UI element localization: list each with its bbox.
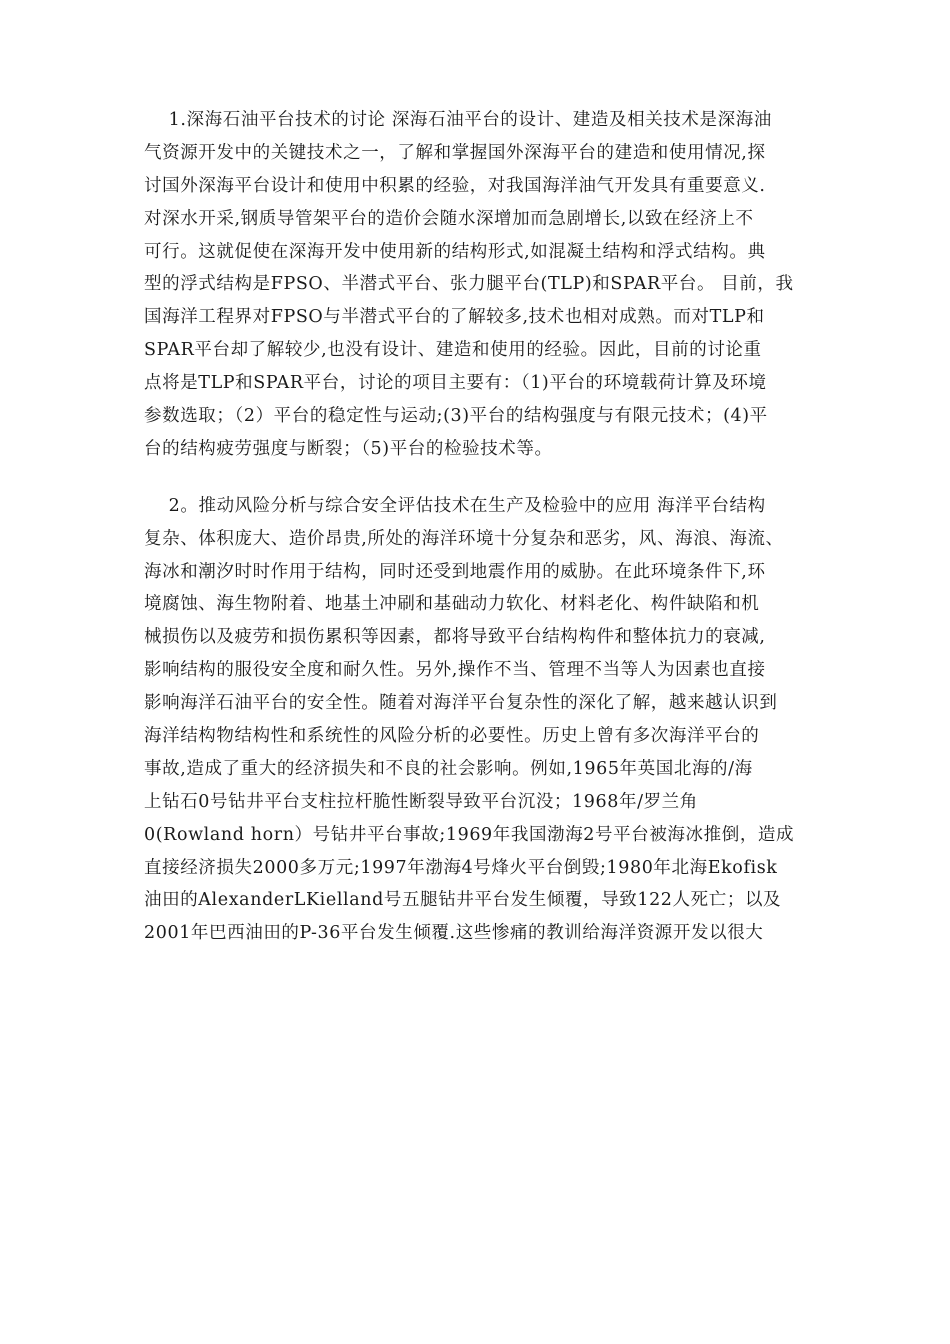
text-line: 点将是TLP和SPAR平台，讨论的项目主要有：（1)平台的环境载荷计算及环境	[144, 373, 767, 394]
text-line: 可行。这就促使在深海开发中使用新的结构形式,如混凝土结构和浮式结构。典	[144, 241, 766, 262]
document-body	[144, 104, 814, 950]
text-line: 参数选取；（2）平台的稳定性与运动;(3)平台的结构强度与有限元技术；(4)平	[144, 406, 768, 427]
paragraph-2	[144, 490, 814, 950]
text-line: 事故,造成了重大的经济损失和不良的社会影响。例如,1965年英国北海的/海	[144, 758, 753, 779]
text-line: 1.深海石油平台技术的讨论 深海石油平台的设计、建造及相关技术是深海油	[144, 110, 772, 130]
paragraph-1	[144, 104, 814, 466]
text-line: SPAR平台却了解较少,也没有设计、建造和使用的经验。因此，目前的讨论重	[144, 340, 762, 361]
text-line: 上钻石0号钻井平台支柱拉杆脆性断裂导致平台沉没；1968年/罗兰角	[144, 791, 698, 812]
paragraph-spacer	[144, 466, 814, 490]
text-line: 2。推动风险分析与综合安全评估技术在生产及检验中的应用 海洋平台结构	[144, 495, 766, 516]
text-line: 复杂、体积庞大、造价昂贵,所处的海洋环境十分复杂和恶劣，风、海浪、海流、	[144, 528, 784, 549]
text-line: 讨国外深海平台设计和使用中积累的经验，对我国海洋油气开发具有重要意义.	[144, 175, 766, 196]
text-line: 械损伤以及疲劳和损伤累积等因素，都将导致平台结构构件和整体抗力的衰减,	[144, 627, 766, 648]
text-line: 0(Rowland horn）号钻井平台事故;1969年我国渤海2号平台被海冰推倒，造成	[144, 824, 795, 845]
text-line: 对深水开采,钢质导管架平台的造价会随水深增加而急剧增长,以致在经济上不	[144, 208, 754, 229]
text-line: 影响海洋石油平台的安全性。随着对海洋平台复杂性的深化了解，越来越认识到	[144, 693, 778, 714]
text-line: 型的浮式结构是FPSO、半潜式平台、张力腿平台(TLP)和SPAR平台。 目前，我	[144, 274, 794, 295]
text-line: 2001年巴西油田的P-36平台发生倾覆.这些惨痛的教训给海洋资源开发以很大	[144, 923, 764, 944]
text-line: 气资源开发中的关键技术之一，了解和掌握国外深海平台的建造和使用情况,探	[144, 142, 766, 163]
text-line: 直接经济损失2000多万元;1997年渤海4号烽火平台倒毁;1980年北海Ekofisk	[144, 857, 778, 878]
text-line: 境腐蚀、海生物附着、地基土冲刷和基础动力软化、材料老化、构件缺陷和机	[144, 594, 760, 615]
text-line: 油田的AlexanderLKielland号五腿钻井平台发生倾覆，导致122人死亡；以及	[144, 890, 782, 911]
text-line: 台的结构疲劳强度与断裂；（5)平台的检验技术等。	[144, 438, 553, 459]
text-line: 影响结构的服役安全度和耐久性。另外,操作不当、管理不当等人为因素也直接	[144, 660, 766, 681]
text-line: 海冰和潮汐时时作用于结构，同时还受到地震作用的威胁。在此环境条件下,环	[144, 561, 766, 582]
text-line: 海洋结构物结构性和系统性的风险分析的必要性。历史上曾有多次海洋平台的	[144, 726, 760, 747]
text-line: 国海洋工程界对FPSO与半潜式平台的了解较多,技术也相对成熟。而对TLP和	[144, 307, 765, 328]
